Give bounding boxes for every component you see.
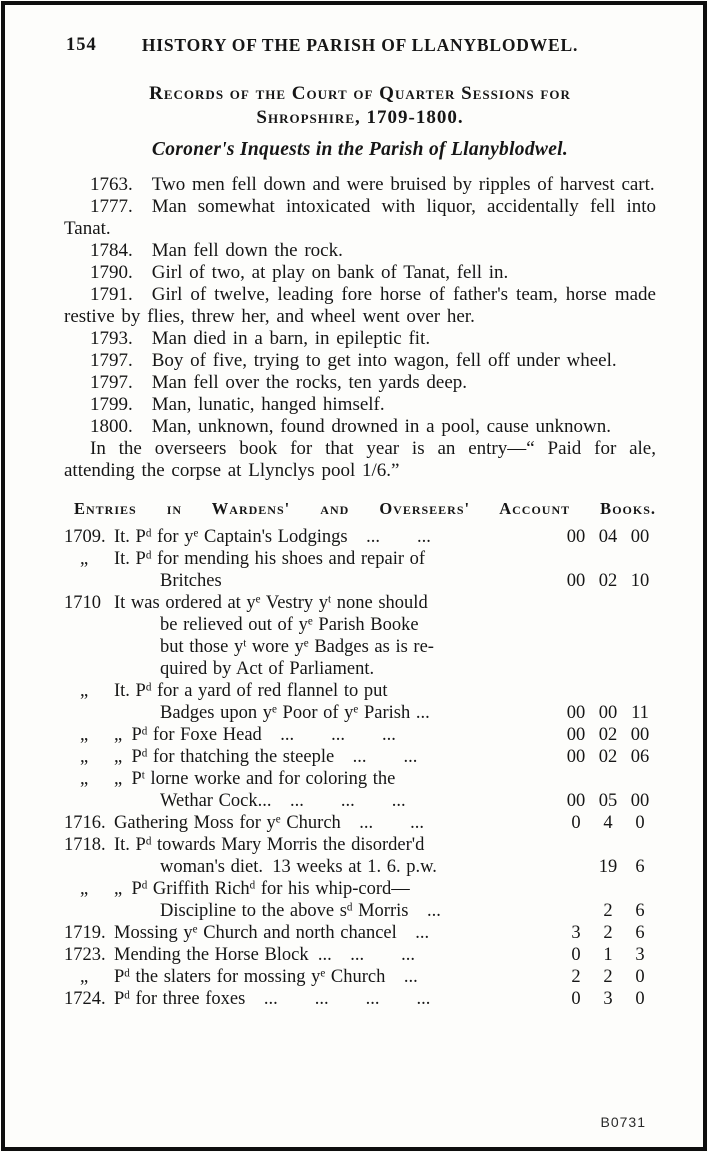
accounts-table xyxy=(64,526,656,1010)
running-title: HISTORY OF THE PARISH OF LLANYBLODWEL. xyxy=(141,35,579,55)
amount-column: 00 xyxy=(566,527,586,547)
account-entry-text: „ $P^d$ Griffith Rich$^d$ for his whip-cord— xyxy=(114,879,410,899)
amount-column: 00 xyxy=(566,571,586,591)
amount-column: 2 xyxy=(603,923,613,943)
account-entry-text: „ $P^d$ for Foxe Head ... ... ... xyxy=(114,725,396,745)
account-row xyxy=(64,834,656,878)
inquest-paragraph: 1791. Girl of twelve, leading fore horse of father's team, horse made restive by flies, threw her, and wheel went over her. xyxy=(64,284,656,327)
page-number: 154 xyxy=(66,35,97,55)
amount-column: 0 xyxy=(571,945,581,965)
inquest-paragraph: 1777. Man somewhat intoxicated with liquor, accidentally fell into Tanat. xyxy=(64,196,656,239)
inquest-paragraph: 1784. Man fell down the rock. xyxy=(90,240,343,261)
amount-column: 2 xyxy=(603,967,613,987)
amount-column: 3 xyxy=(603,989,613,1009)
account-entry-text: Discipline to the above $s^d$ Morris ... xyxy=(160,901,441,921)
account-amount xyxy=(560,966,656,988)
account-year: „ xyxy=(80,549,89,569)
amount-column: 00 xyxy=(566,747,586,767)
account-entry-text: quired by Act of Parliament. xyxy=(160,659,375,679)
account-entry-text: „ $P^d$ for thatching the steeple ... ... xyxy=(114,747,418,767)
account-row xyxy=(64,746,656,768)
amount-column: 02 xyxy=(598,571,618,591)
account-amount xyxy=(560,702,656,724)
inquest-list xyxy=(64,174,656,482)
account-row xyxy=(64,548,656,592)
account-row xyxy=(64,592,656,680)
account-year: 1710 xyxy=(64,593,101,613)
amount-column: 6 xyxy=(635,857,645,877)
account-year: 1723. xyxy=(64,945,106,965)
amount-column: 00 xyxy=(630,527,650,547)
account-row xyxy=(64,988,656,1010)
account-row xyxy=(64,922,656,944)
account-entry-text: It. $P^d$ for mending his shoes and repair of xyxy=(114,549,426,569)
amount-column: 1 xyxy=(603,945,613,965)
account-year: 1718. xyxy=(64,835,106,855)
account-amount xyxy=(560,746,656,768)
account-amount xyxy=(560,988,656,1010)
inquest-paragraph: 1793. Man died in a barn, in epileptic fit. xyxy=(90,328,431,349)
account-row xyxy=(64,526,656,548)
amount-column: 6 xyxy=(635,923,645,943)
amount-column: 00 xyxy=(630,791,650,811)
inquest-paragraph: 1800. Man, unknown, found drowned in a pool, cause unknown. xyxy=(90,416,612,437)
account-year: 1724. xyxy=(64,989,106,1009)
amount-column xyxy=(560,900,592,922)
amount-column: 05 xyxy=(598,791,618,811)
account-year: „ xyxy=(80,967,89,987)
amount-column: 00 xyxy=(566,725,586,745)
account-entry-text: $P^d$ the slaters for mossing $y^e$ Church ... xyxy=(114,967,418,987)
amount-column: 2 xyxy=(571,967,581,987)
account-entry-text: It was ordered at $y^e$ Vestry $y^t$ none should xyxy=(114,593,428,613)
account-year: „ xyxy=(80,681,89,701)
inquest-paragraph: In the overseers book for that year is an entry—“ Paid for ale, attending the corpse at Llynclys pool 1/6.” xyxy=(64,438,656,481)
account-entry-text: Mossing $y^e$ Church and north chancel ... xyxy=(114,923,430,943)
account-row xyxy=(64,878,656,922)
amount-column: 06 xyxy=(630,747,650,767)
amount-column xyxy=(560,856,592,878)
account-amount xyxy=(560,812,656,834)
inquest-paragraph: 1797. Man fell over the rocks, ten yards deep. xyxy=(90,372,468,393)
amount-column: 00 xyxy=(566,791,586,811)
account-amount xyxy=(560,900,656,922)
section-heading-inquests: Coroner's Inquests in the Parish of Llanyblodwel. xyxy=(151,139,569,160)
account-year: „ xyxy=(80,879,89,899)
account-row xyxy=(64,680,656,724)
amount-column: 00 xyxy=(630,725,650,745)
amount-column: 6 xyxy=(635,901,645,921)
account-amount xyxy=(560,724,656,746)
amount-column: 0 xyxy=(635,989,645,1009)
account-entry-text: It. $P^d$ for a yard of red flannel to put xyxy=(114,681,388,701)
amount-column: 0 xyxy=(571,813,581,833)
amount-column: 0 xyxy=(635,813,645,833)
account-entry-text: $P^d$ for three foxes ... ... ... ... xyxy=(114,989,431,1009)
records-heading-line2: Shropshire, 1709-1800. xyxy=(256,107,464,128)
inquest-paragraph: 1799. Man, lunatic, hanged himself. xyxy=(90,394,385,415)
account-entry-text: Wethar Cock... ... ... ... xyxy=(160,791,406,811)
account-entry-text: It. $P^d$ for $y^e$ Captain's Lodgings ... ... xyxy=(114,527,431,547)
page-content xyxy=(64,34,656,1010)
account-entry-text: It. $P^d$ towards Mary Morris the disorder'd xyxy=(114,835,425,855)
account-entry-text: woman's diet. 13 weeks at 1. 6. p.w. xyxy=(160,857,437,877)
amount-column: 00 xyxy=(598,703,618,723)
account-entry-text: Mending the Horse Block ... ... ... xyxy=(114,945,416,965)
account-amount xyxy=(560,856,656,878)
account-entry-text: be relieved out of $y^e$ Parish Booke xyxy=(160,615,419,635)
account-row xyxy=(64,812,656,834)
account-year: „ xyxy=(80,725,89,745)
amount-column: 02 xyxy=(598,725,618,745)
amount-column: 2 xyxy=(603,901,613,921)
account-entry-text: Badges upon $y^e$ Poor of $y^e$ Parish ... xyxy=(160,703,430,723)
account-entry-text: but those $y^t$ wore $y^e$ Badges as is re- xyxy=(160,637,434,657)
account-year: 1709. xyxy=(64,527,106,547)
amount-column: 00 xyxy=(566,703,586,723)
amount-column: 0 xyxy=(571,989,581,1009)
account-year: „ xyxy=(80,769,89,789)
account-amount xyxy=(560,922,656,944)
accounts-heading: Entries in Wardens' and Overseers' Account Books. xyxy=(74,499,656,518)
running-header xyxy=(64,34,656,56)
account-row xyxy=(64,966,656,988)
amount-column: 3 xyxy=(571,923,581,943)
account-year: 1716. xyxy=(64,813,106,833)
account-amount xyxy=(560,944,656,966)
account-row xyxy=(64,724,656,746)
account-entry-text: Britches xyxy=(160,571,222,591)
amount-column: 02 xyxy=(598,747,618,767)
amount-column: 4 xyxy=(603,813,613,833)
inquest-paragraph: 1763. Two men fell down and were bruised by ripples of harvest cart. xyxy=(90,174,655,195)
account-row xyxy=(64,768,656,812)
account-row xyxy=(64,944,656,966)
account-year: 1719. xyxy=(64,923,106,943)
account-amount xyxy=(560,526,656,548)
section-heading-records xyxy=(64,82,656,130)
inquest-paragraph: 1797. Boy of five, trying to get into wagon, fell off under wheel. xyxy=(90,350,617,371)
account-amount xyxy=(560,790,656,812)
inquest-paragraph: 1790. Girl of two, at play on bank of Tanat, fell in. xyxy=(90,262,509,283)
account-entry-text: „ $P^t$ lorne worke and for coloring the xyxy=(114,769,396,789)
amount-column: 04 xyxy=(598,527,618,547)
account-entry-text: Gathering Moss for $y^e$ Church ... ... xyxy=(114,813,425,833)
account-amount xyxy=(560,570,656,592)
account-year: „ xyxy=(80,747,89,767)
amount-column: 0 xyxy=(635,967,645,987)
amount-column: 3 xyxy=(635,945,645,965)
amount-column: 11 xyxy=(631,703,649,723)
amount-column: 19 xyxy=(598,857,618,877)
amount-column: 10 xyxy=(630,571,650,591)
catalog-stamp: B0731 xyxy=(600,1114,646,1130)
records-heading-line1: Records of the Court of Quarter Sessions for xyxy=(149,83,571,104)
